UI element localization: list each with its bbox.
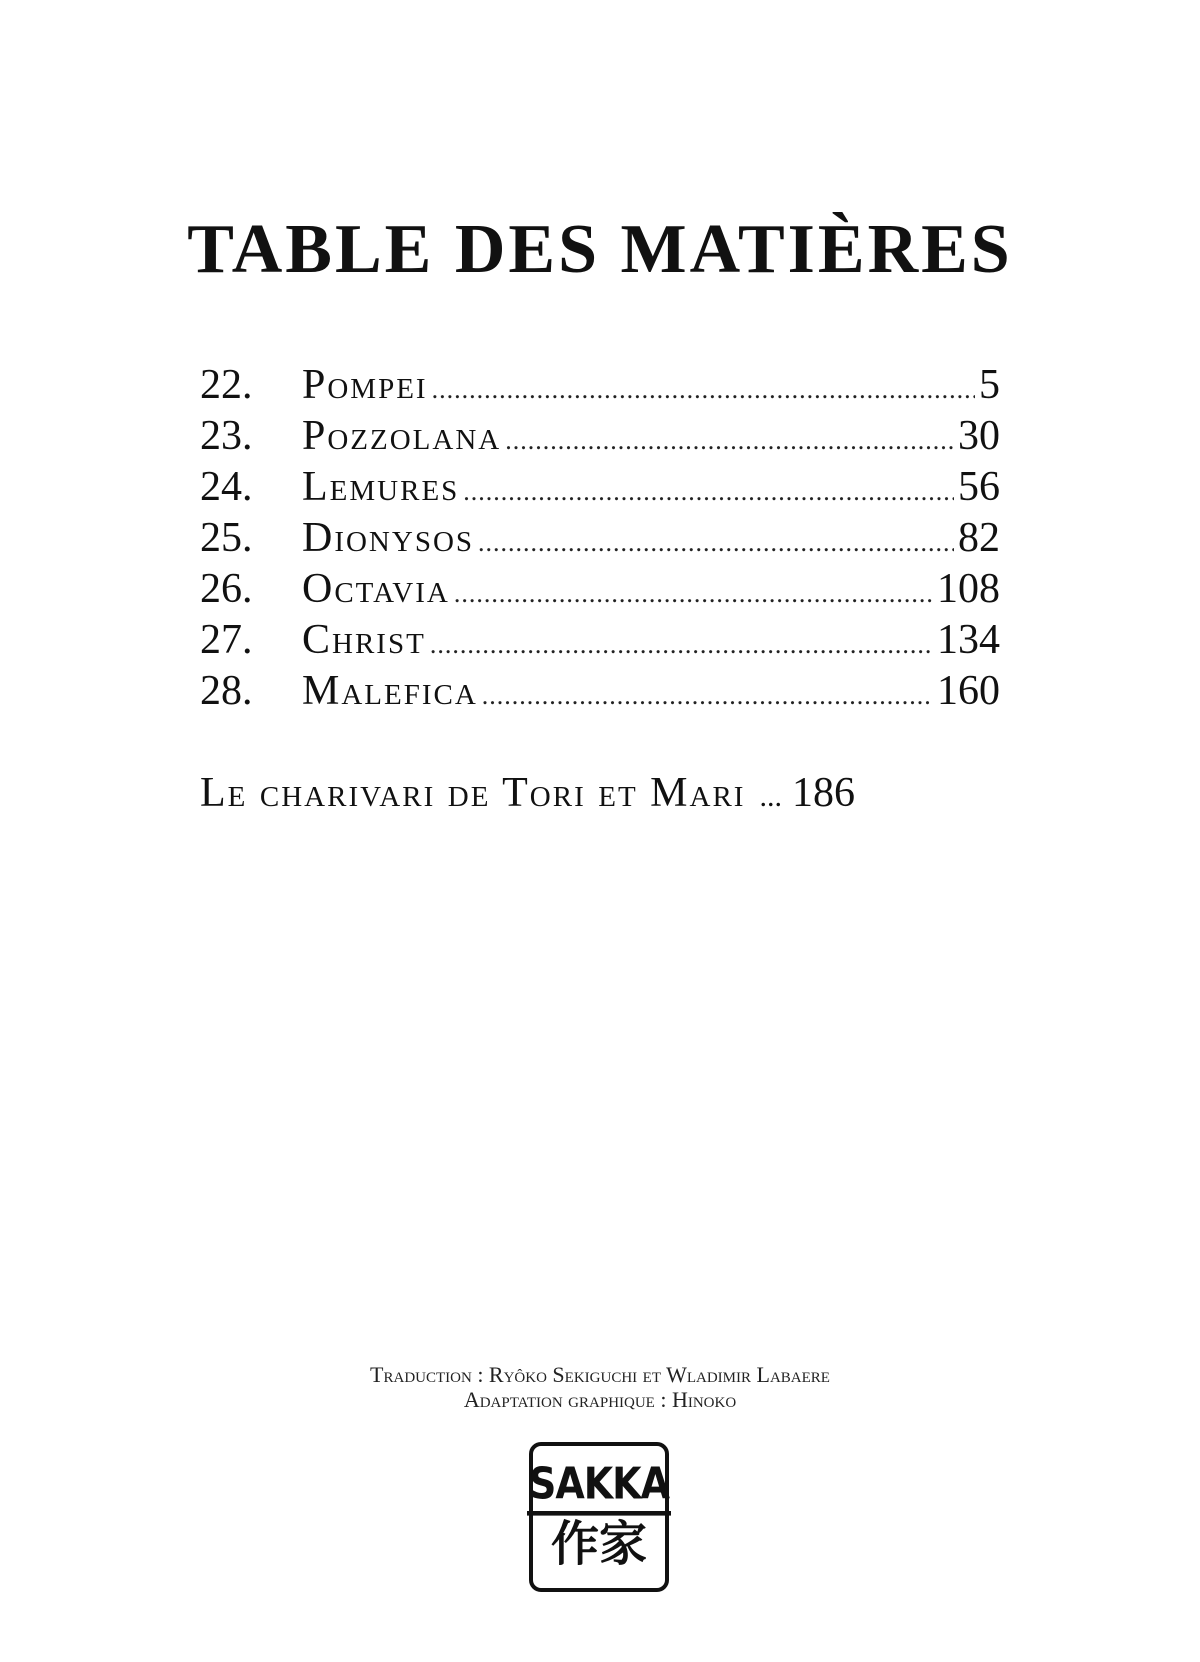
- toc-entry: [200, 615, 1000, 666]
- page-number: 30: [958, 413, 1000, 459]
- dot-leader: [430, 619, 933, 670]
- chapter-number: 25.: [200, 515, 253, 561]
- sakka-logo: [529, 1442, 669, 1592]
- page-number: 5: [979, 362, 1000, 408]
- chapter-title: Pozzolana: [302, 413, 502, 459]
- chapter-number: 24.: [200, 464, 253, 510]
- toc-entry: [200, 411, 1000, 462]
- chapter-title: Malefica: [302, 668, 478, 714]
- toc-entry: [200, 666, 1000, 717]
- page-number: 56: [958, 464, 1000, 510]
- extra-title: Le charivari de Tori et Mari: [200, 770, 746, 816]
- toc-entry: [200, 564, 1000, 615]
- page-number: 134: [937, 617, 1000, 663]
- logo-wordmark: SAKKA: [527, 1460, 671, 1515]
- chapter-title: Dionysos: [302, 515, 475, 561]
- toc-extra-entry: [200, 768, 1000, 822]
- page-number: 160: [937, 668, 1000, 714]
- chapter-title: Lemures: [302, 464, 460, 510]
- chapter-title: Pompei: [302, 362, 428, 408]
- page-title: TABLE DES MATIÈRES: [187, 211, 1013, 288]
- dot-leader: [454, 568, 933, 619]
- dot-leader: [432, 364, 975, 415]
- chapter-number: 23.: [200, 413, 253, 459]
- page-number: 108: [937, 566, 1000, 612]
- chapter-number: 22.: [200, 362, 253, 408]
- chapter-title: Christ: [302, 617, 426, 663]
- chapter-number: 27.: [200, 617, 253, 663]
- table-of-contents: [200, 360, 1000, 717]
- dot-leader: [463, 466, 954, 517]
- page-number: 82: [958, 515, 1000, 561]
- credits: [0, 1362, 1200, 1412]
- adaptation-credit: Adaptation graphique : Hinoko: [463, 1387, 737, 1412]
- dot-leader: [505, 415, 954, 466]
- dot-leader: [478, 517, 954, 568]
- chapter-title: Octavia: [302, 566, 450, 612]
- extra-page-number: 186: [791, 770, 855, 816]
- toc-entry: [200, 360, 1000, 411]
- toc-entry: [200, 462, 1000, 513]
- translation-credit: Traduction : Ryôko Sekiguchi et Wladimir Labaere: [370, 1362, 830, 1387]
- toc-entry: [200, 513, 1000, 564]
- logo-kanji: 作家: [550, 1516, 647, 1572]
- dot-leader: [482, 670, 933, 721]
- chapter-number: 28.: [200, 668, 253, 714]
- extra-separator: ...: [759, 780, 782, 813]
- chapter-number: 26.: [200, 566, 253, 612]
